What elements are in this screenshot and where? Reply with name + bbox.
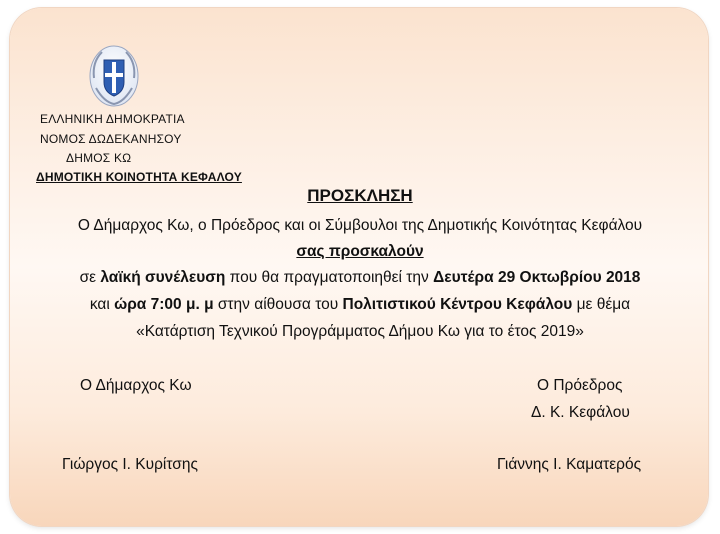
header-republic: ΕΛΛΗΝΙΚΗ ΔΗΜΟΚΡΑΤΙΑ bbox=[40, 112, 185, 126]
text: με θέμα bbox=[572, 296, 631, 313]
president-role: Ο Πρόεδρος bbox=[537, 377, 623, 394]
date-text: Δευτέρα 29 Οκτωβρίου 2018 bbox=[433, 269, 641, 286]
header-prefecture: ΝΟΜΟΣ ΔΩΔΕΚΑΝΗΣΟΥ bbox=[40, 132, 182, 146]
invitation-line-1: Ο Δήμαρχος Κω, ο Πρόεδρος και οι Σύμβουλοι της Δημοτικής Κοινότητας Κεφάλου bbox=[77, 217, 643, 234]
header-municipality: ΔΗΜΟΣ ΚΩ bbox=[66, 151, 132, 165]
text: σε bbox=[79, 269, 101, 286]
venue-text: Πολιτιστικού Κέντρου Κεφάλου bbox=[342, 296, 573, 313]
text: που θα πραγματοποιηθεί την bbox=[225, 269, 434, 286]
mayor-role: Ο Δήμαρχος Κω bbox=[80, 377, 192, 394]
invitation-line-3 bbox=[0, 269, 720, 287]
president-community: Δ. Κ. Κεφάλου bbox=[531, 404, 630, 421]
invitation-line-4 bbox=[0, 296, 720, 314]
time-text: ώρα 7:00 μ. μ bbox=[114, 296, 214, 313]
president-name: Γιάννης Ι. Καματερός bbox=[497, 456, 642, 473]
text: στην αίθουσα του bbox=[213, 296, 343, 313]
invitation-title: ΠΡΟΣΚΛΗΣΗ bbox=[307, 186, 413, 205]
assembly-text: λαϊκή συνέλευση bbox=[100, 269, 226, 286]
header-community: ΔΗΜΟΤΙΚΗ ΚΟΙΝΟΤΗΤΑ ΚΕΦΑΛΟΥ bbox=[36, 170, 242, 184]
invitation-line-2: σας προσκαλούν bbox=[296, 243, 424, 260]
mayor-name: Γιώργος Ι. Κυρίτσης bbox=[62, 456, 198, 473]
text: και bbox=[89, 296, 115, 313]
greek-coat-of-arms-icon bbox=[88, 44, 140, 108]
invitation-topic: «Κατάρτιση Τεχνικού Προγράμματος Δήμου Κω για το έτος 2019» bbox=[136, 323, 584, 340]
